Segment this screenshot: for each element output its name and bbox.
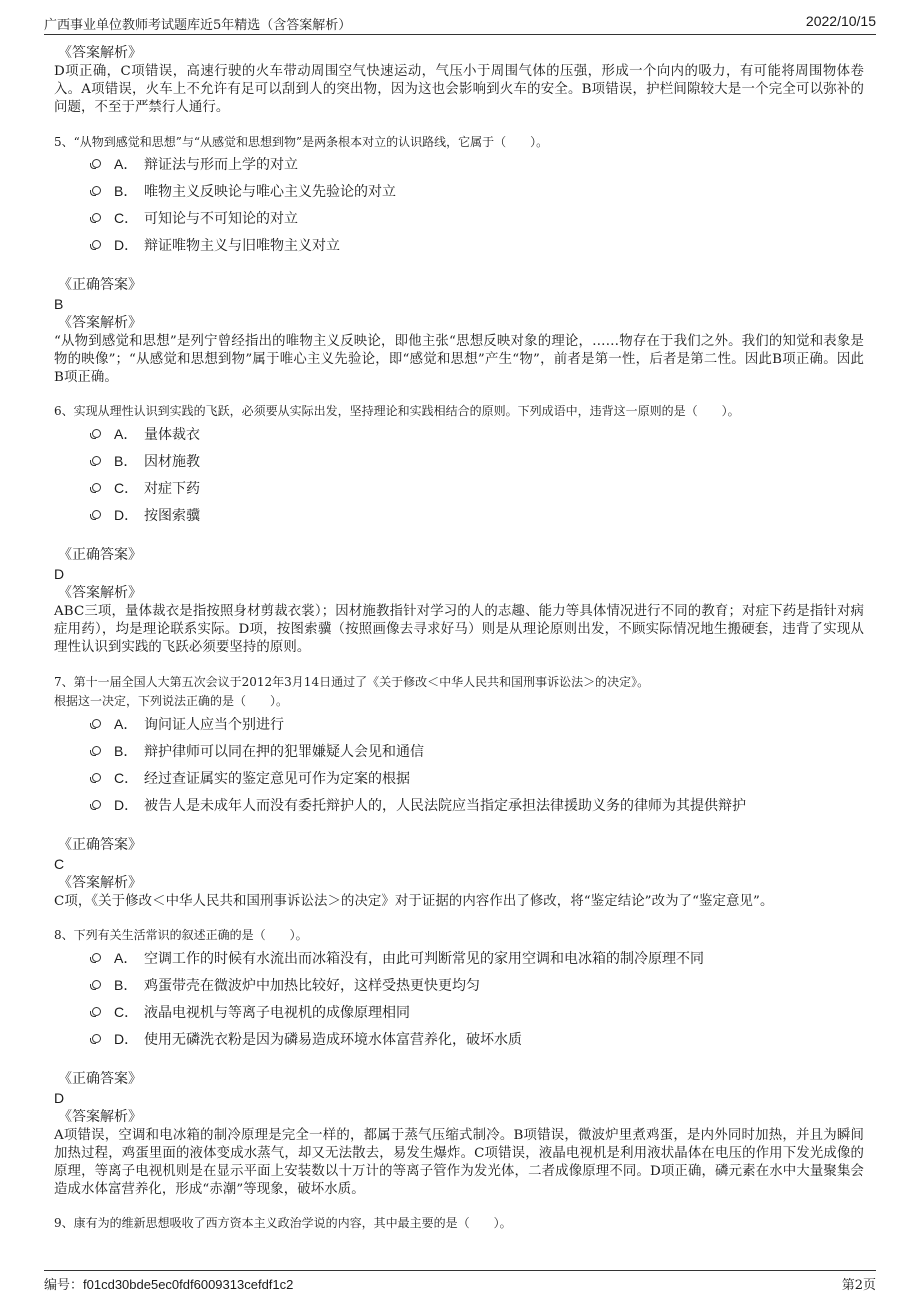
page-number: 第2页 [841, 1278, 876, 1293]
option-text: 鸡蛋带壳在微波炉中加热比较好，这样受热更快更均匀 [144, 978, 480, 994]
correct-answer: D [54, 1090, 65, 1106]
option-letter: D． [114, 797, 139, 813]
explanation-text: ABC三项，量体裁衣是指按照身材剪裁衣裳）；因材施教指针对学习的人的志趣、能力等具体情况进行不同的教育；对症下药是指针对病症用药），均是理论联系实际。D项，按图索骥（按照画像去寻求好马）则是从理论原则出发，不顾实际情况地生搬硬套，违背了实现从理性认识到实践的飞跃必须要坚持的原则。 [54, 604, 864, 655]
answer-block-q8 [54, 1070, 864, 1199]
explanation-text: “从物到感觉和思想”是列宁曾经指出的唯物主义反映论，即他主张“思想反映对象的理论，……物存在于我们之外。我们的知觉和表象是物的映像”；“从感觉和思想到物”属于唯心主义先验论，即“感觉和思想”产生“物”，前者是第一性，后者是第二性。因此B项正确。因此B项正确。 [54, 334, 864, 385]
question-stem-continued: 根据这一决定，下列说法正确的是（ ）。 [54, 694, 289, 708]
explanation-text: C项，《关于修改＜中华人民共和国刑事诉讼法＞的决定》对于证据的内容作出了修改，将“鉴定结论”改为了“鉴定意见”。 [54, 894, 774, 909]
option-letter: C． [114, 770, 139, 786]
option-text: 询问证人应当个别进行 [144, 717, 284, 733]
radio-icon[interactable] [92, 746, 101, 755]
option-letter: D． [114, 1031, 139, 1047]
explanation-label: 《答案解析》 [58, 1109, 142, 1125]
option-text: 因材施教 [144, 454, 200, 470]
option-text: 辩证法与形而上学的对立 [144, 157, 298, 173]
option-letter: C． [114, 480, 139, 496]
correct-answer: D [54, 566, 65, 582]
radio-icon[interactable] [92, 719, 101, 728]
option-text: 可知论与不可知论的对立 [144, 211, 298, 227]
radio-icon[interactable] [92, 773, 101, 782]
option-text: 经过查证属实的鉴定意见可作为定案的根据 [144, 771, 410, 787]
option-text: 空调工作的时候有水流出而冰箱没有，由此可判断常见的家用空调和电冰箱的制冷原理不同 [144, 951, 704, 967]
correct-answer: C [54, 856, 65, 872]
option-letter: B． [114, 183, 138, 199]
page-header [44, 12, 876, 35]
page-footer [44, 1270, 876, 1293]
explanation-text: A项错误，空调和电冰箱的制冷原理是完全一样的，都属于蒸气压缩式制冷。B项错误，微波炉里煮鸡蛋，是内外同时加热，并且为瞬间加热过程，鸡蛋里面的液体变成水蒸气，却又无法散去，易发生爆炸。C项错误，液晶电视机是利用液状晶体在电压的作用下发光成像的原理，等离子电视机则是在显示平面上安装数以十万计的等离子管作为发光体，二者成像原理不同。D项正确，磷元素在水中大量聚集会造成水体富营养化，形成“赤潮”等现象，破坏水质。 [54, 1128, 864, 1197]
option-text: 量体裁衣 [144, 427, 200, 443]
option-text: 液晶电视机与等离子电视机的成像原理相同 [144, 1005, 410, 1021]
option-text: 辩证唯物主义与旧唯物主义对立 [144, 238, 340, 254]
option-text: 辩护律师可以同在押的犯罪嫌疑人会见和通信 [144, 744, 424, 760]
option-text: 使用无磷洗衣粉是因为磷易造成环境水体富营养化，破坏水质 [144, 1032, 522, 1048]
explanation-block-q4 [54, 44, 864, 117]
radio-icon[interactable] [92, 953, 101, 962]
option-letter: A． [114, 426, 138, 442]
radio-icon[interactable] [92, 800, 101, 809]
option-letter: B． [114, 743, 138, 759]
option-text: 唯物主义反映论与唯心主义先验论的对立 [144, 184, 396, 200]
radio-icon[interactable] [92, 159, 101, 168]
document-code-label: 编号： [44, 1278, 84, 1293]
radio-icon[interactable] [92, 980, 101, 989]
option-letter: B． [114, 977, 138, 993]
radio-icon[interactable] [92, 1034, 101, 1043]
option-text: 被告人是未成年人而没有委托辩护人的，人民法院应当指定承担法律援助义务的律师为其提供辩护 [144, 798, 746, 814]
radio-icon[interactable] [92, 510, 101, 519]
document-date: 2022/10/15 [805, 13, 876, 29]
option-letter: D． [114, 237, 139, 253]
option-letter: B． [114, 453, 138, 469]
document-code [44, 1274, 293, 1293]
option-text: 按图索骥 [144, 508, 200, 524]
option-letter: A． [114, 950, 138, 966]
question-stem: 7、第十一届全国人大第五次会议于2012年3月14日通过了《关于修改＜中华人民共和国刑事诉讼法＞的决定》。 [54, 675, 650, 689]
question-stem: 5、“从物到感觉和思想”与“从感觉和思想到物”是两条根本对立的认识路线，它属于（ ）。 [54, 135, 549, 149]
explanation-label: 《答案解析》 [58, 585, 142, 601]
answer-block-q6 [54, 546, 864, 657]
radio-icon[interactable] [92, 456, 101, 465]
explanation-text: D项正确，C项错误，高速行驶的火车带动周围空气快速运动，气压小于周围气体的压强，形成一个向内的吸力，有可能将周围物体卷入。A项错误，火车上不允许有足可以刮到人的突出物，因为这也会影响到火车的安全。B项错误，护栏间隙较大是一个完全可以弥补的问题，不至于严禁行人通行。 [54, 64, 864, 115]
document-title: 广西事业单位教师考试题库近5年精选（含答案解析） [44, 18, 352, 33]
correct-answer: B [54, 296, 64, 312]
radio-icon[interactable] [92, 240, 101, 249]
radio-icon[interactable] [92, 429, 101, 438]
question-stem: 9、康有为的维新思想吸收了西方资本主义政治学说的内容，其中最主要的是（ ）。 [54, 1216, 512, 1230]
option-letter: A． [114, 156, 138, 172]
correct-answer-label: 《正确答案》 [58, 277, 142, 293]
document-code-value: f01cd30bde5ec0fdf6009313cefdf1c2 [83, 1277, 294, 1292]
radio-icon[interactable] [92, 213, 101, 222]
explanation-label: 《答案解析》 [58, 875, 142, 891]
correct-answer-label: 《正确答案》 [58, 547, 142, 563]
option-letter: C． [114, 210, 139, 226]
question-stem: 6、实现从理性认识到实践的飞跃，必须要从实际出发，坚持理论和实践相结合的原则。下列成语中，违背这一原则的是（ ）。 [54, 404, 740, 418]
option-letter: A． [114, 716, 138, 732]
option-letter: D． [114, 507, 139, 523]
radio-icon[interactable] [92, 483, 101, 492]
answer-block-q5 [54, 276, 864, 387]
option-text: 对症下药 [144, 481, 200, 497]
option-letter: C． [114, 1004, 139, 1020]
correct-answer-label: 《正确答案》 [58, 1071, 142, 1087]
radio-icon[interactable] [92, 1007, 101, 1016]
question-stem: 8、下列有关生活常识的叙述正确的是（ ）。 [54, 928, 308, 942]
correct-answer-label: 《正确答案》 [58, 837, 142, 853]
explanation-label: 《答案解析》 [58, 45, 142, 61]
explanation-label: 《答案解析》 [58, 315, 142, 331]
answer-block-q7 [54, 836, 864, 911]
radio-icon[interactable] [92, 186, 101, 195]
